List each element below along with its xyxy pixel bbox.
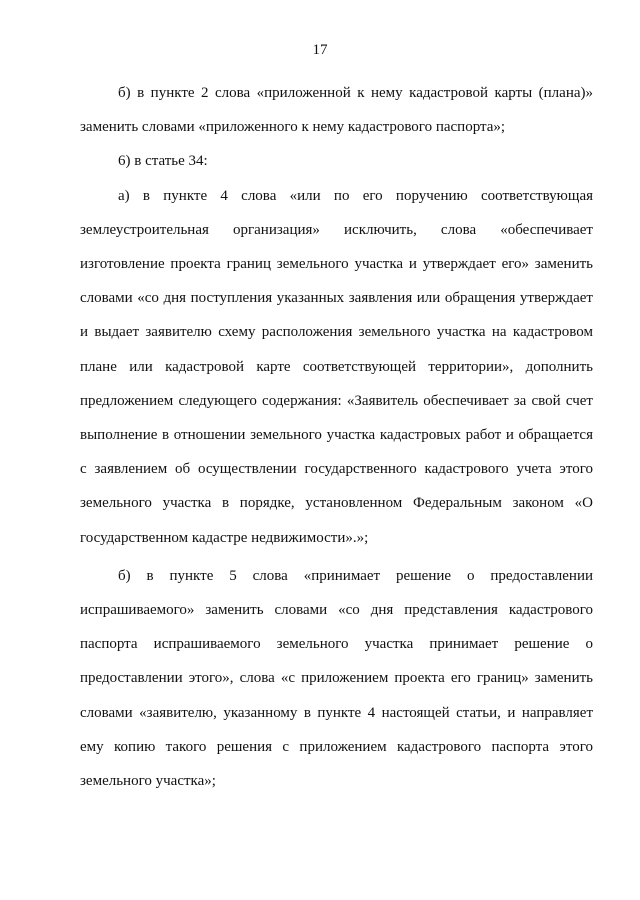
paragraph-item-b-point-5: б) в пункте 5 слова «принимает решение о предоставлении испрашиваемого» заменить словами «со дня представления кадастрового паспорта испрашиваемого земельного участка принимает решение о предоставлении этого», слова «с приложением проекта его границ» заменить словами «заявителю, указанному в пункте 4 настоящей статьи, и направляет ему копию такого решения с приложением кадастрового паспорта этого земельного участка»; (80, 567, 593, 790)
document-body (80, 76, 593, 798)
page-number: 17 (312, 42, 328, 58)
paragraph-item-b-point-2: б) в пункте 2 слова «приложенной к нему кадастровой карты (плана)» заменить словами «приложенного к нему кадастрового паспорта»; (80, 85, 593, 136)
paragraph-item-a-point-4: а) в пункте 4 слова «или по его поручению соответствующая землеустроительная организация» исключить, слова «обеспечивает изготовление проекта границ земельного участка и утверждает его» заменить словами «со дня поступления указанных заявления или обращения утверждает и выдает заявителю схему расположения земельного участка на кадастровом плане или кадастровой карте соответствующей территории», дополнить предложением следующего содержания: «Заявитель обеспечивает за свой счет выполнение в отношении земельного участка кадастровых работ и обращается с заявлением об осуществлении государственного кадастрового учета этого земельного участка в порядке, установленном Федеральным законом «О государственном кадастре недвижимости».»; (80, 187, 593, 546)
paragraph-article-34: 6) в статье 34: (118, 153, 208, 170)
